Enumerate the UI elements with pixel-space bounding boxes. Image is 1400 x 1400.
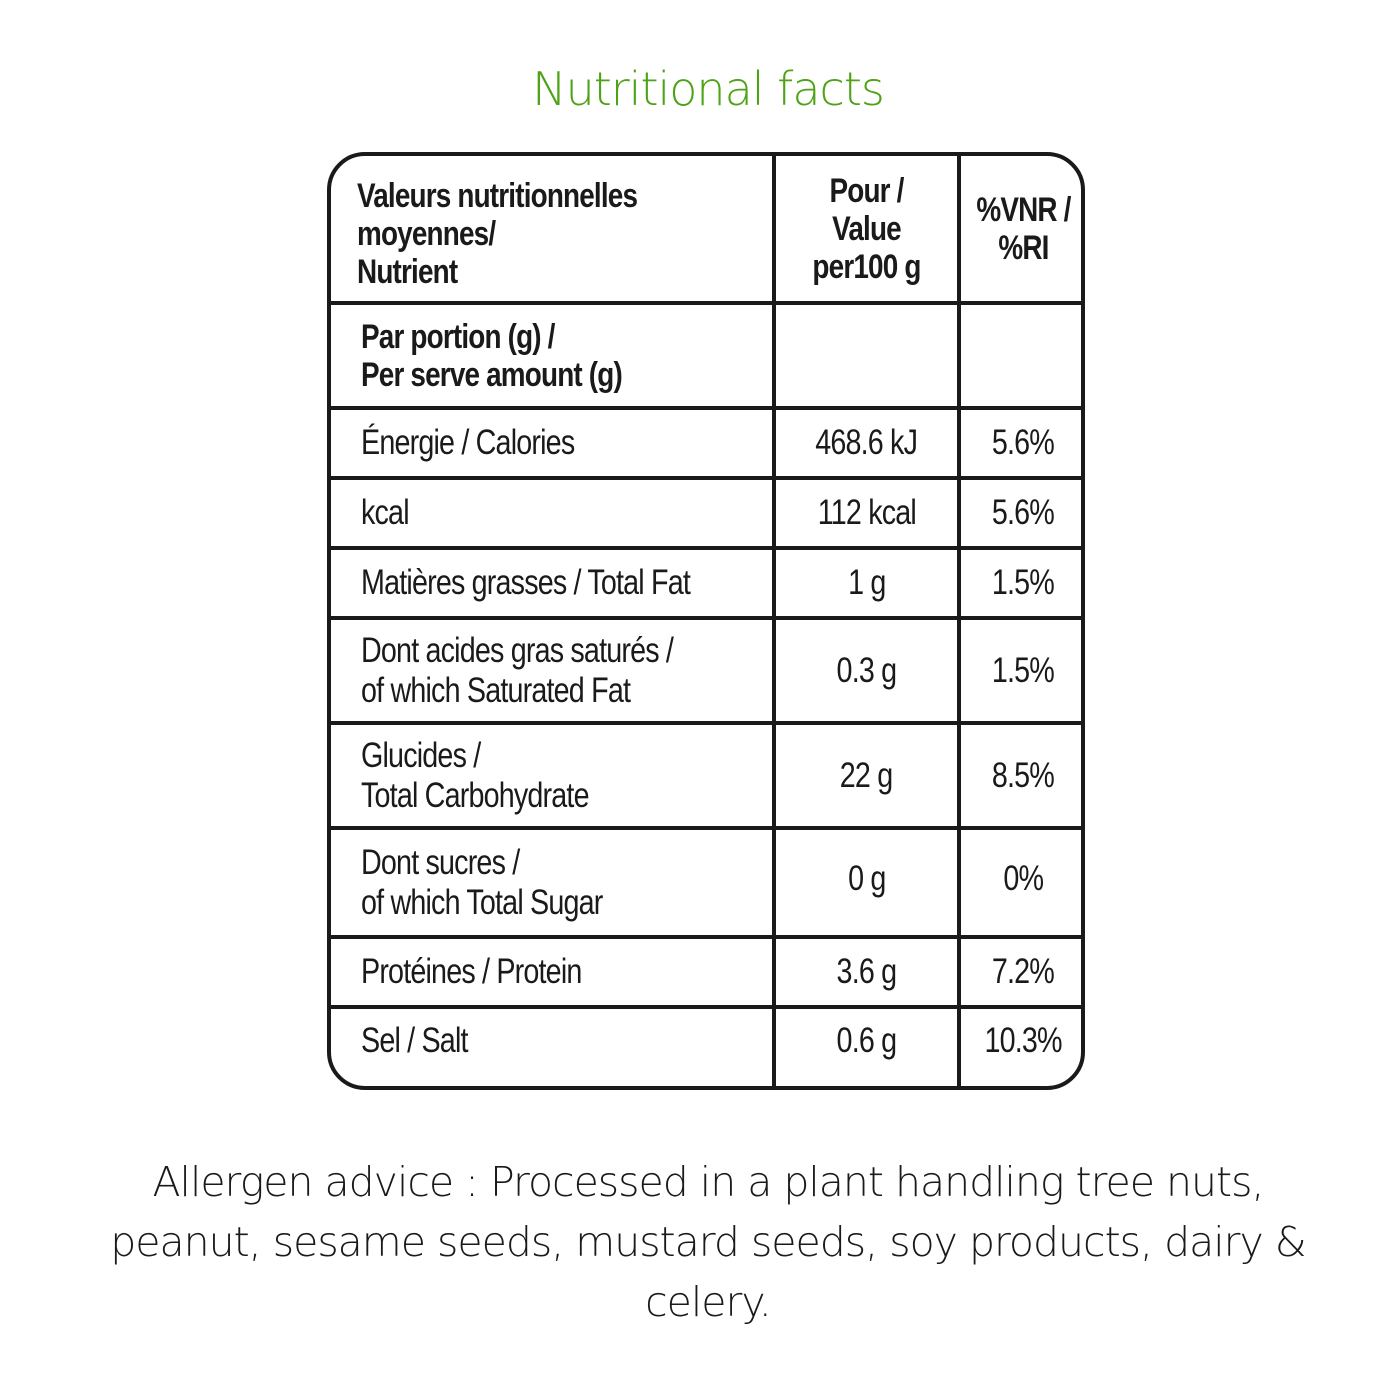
row-sugar-ri: 0% (1003, 859, 1043, 898)
header-ri (961, 156, 1085, 302)
table-row-ri (961, 830, 1085, 928)
table-row-label (361, 480, 771, 546)
header-nutrient-label: Valeurs nutritionnelles moyennes/ Nutrient (357, 177, 638, 291)
row-protein-label: Protéines / Protein (361, 952, 582, 991)
row-saturated-fat-value: 0.3 g (836, 650, 897, 690)
row-saturated-fat-label: Dont acides gras saturés / of which Saturated Fat (361, 630, 674, 710)
table-row-label (361, 1009, 771, 1073)
table-row-value (776, 410, 957, 476)
row-carbohydrate-label: Glucides / Total Carbohydrate (361, 735, 589, 815)
page-title: Nutritional facts (532, 62, 884, 116)
header-value (776, 156, 957, 302)
table-row-label (361, 620, 771, 721)
table-row-ri (961, 410, 1085, 476)
portion-label (361, 305, 771, 406)
table-row-ri (961, 725, 1085, 826)
row-kcal-value: 112 kcal (817, 493, 916, 532)
row-energy-value: 468.6 kJ (815, 423, 918, 462)
table-row-value (776, 550, 957, 616)
row-kcal-ri: 5.6% (991, 493, 1055, 532)
row-fat-label: Matières grasses / Total Fat (361, 563, 691, 602)
header-ri-label: %VNR / %RI (975, 191, 1071, 267)
table-row-label (361, 410, 771, 476)
table-row-label (361, 830, 771, 935)
table-row-ri (961, 1009, 1085, 1073)
row-protein-value: 3.6 g (836, 952, 897, 991)
portion-label-text: Par portion (g) / Per serve amount (g) (361, 317, 622, 394)
table-row-value (776, 480, 957, 546)
table-row-value (776, 1009, 957, 1073)
table-row-label (361, 550, 771, 616)
row-salt-label: Sel / Salt (361, 1021, 468, 1060)
portion-ri (961, 305, 1085, 406)
header-value-label: Pour / Value per100 g (812, 172, 921, 286)
row-saturated-fat-ri: 1.5% (991, 650, 1055, 690)
row-salt-value: 0.6 g (836, 1021, 897, 1060)
row-sugar-label: Dont sucres / of which Total Sugar (361, 842, 603, 922)
table-row-value (776, 830, 957, 928)
table-row-ri (961, 620, 1085, 721)
portion-value (776, 305, 957, 406)
table-row-label (361, 725, 771, 826)
table-row-label (361, 939, 771, 1005)
table-row-ri (961, 939, 1085, 1005)
allergen-advice (100, 1152, 1316, 1332)
row-carbohydrate-ri: 8.5% (991, 755, 1055, 795)
table-row-ri (961, 480, 1085, 546)
row-sugar-value: 0 g (847, 859, 886, 898)
row-carbohydrate-value: 22 g (840, 755, 893, 795)
row-fat-ri: 1.5% (991, 563, 1055, 602)
row-protein-ri: 7.2% (991, 952, 1055, 991)
table-row-value (776, 725, 957, 826)
row-salt-ri: 10.3% (984, 1021, 1062, 1060)
allergen-advice-text: Allergen advice : Processed in a plant handling tree nuts, peanut, sesame seeds, mustard seeds, soy products, dairy & celery. (110, 1158, 1306, 1326)
table-row-value (776, 939, 957, 1005)
table-row-value (776, 620, 957, 721)
row-fat-value: 1 g (847, 563, 886, 602)
nutrition-table (327, 152, 1085, 1090)
header-nutrient (357, 166, 767, 302)
table-row-ri (961, 550, 1085, 616)
row-energy-ri: 5.6% (991, 423, 1055, 462)
row-energy-label: Énergie / Calories (361, 423, 575, 462)
row-kcal-label: kcal (361, 493, 409, 532)
